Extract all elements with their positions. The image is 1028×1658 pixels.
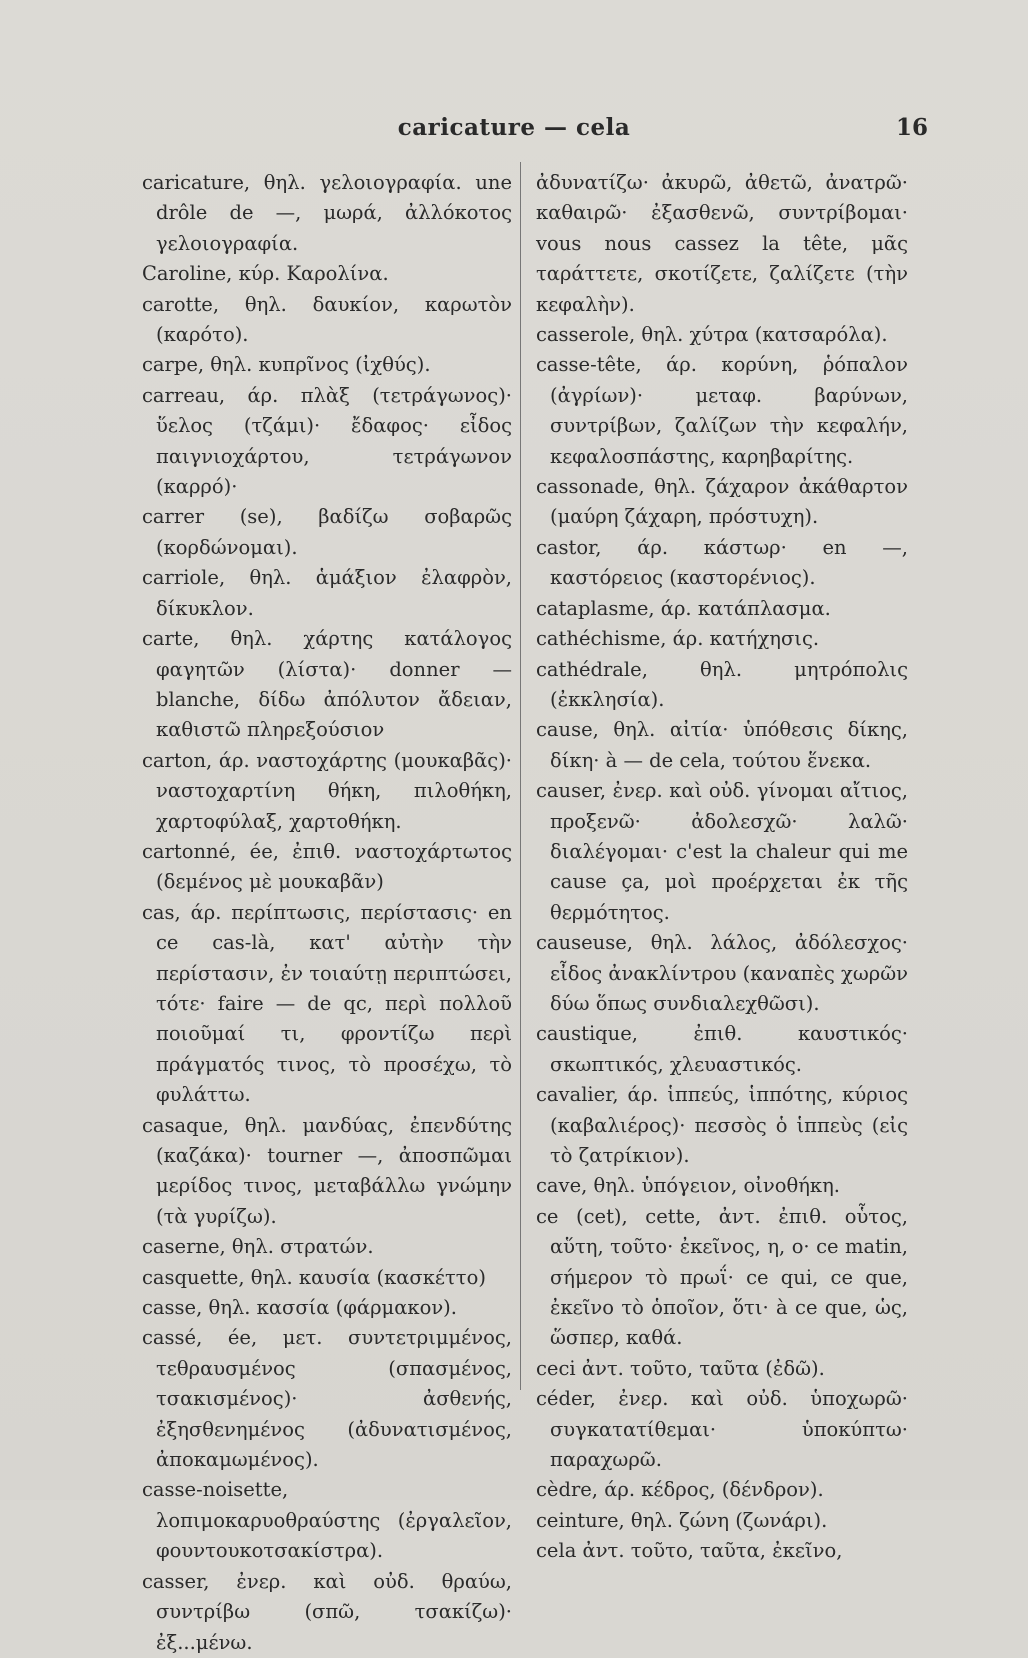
entry-caustique: caustique, ἐπιθ. καυστικός· σκωπτικός, χλευαστικός.: [536, 1022, 908, 1076]
entry-cassonade: cassonade, θηλ. ζάχαρον ἀκάθαρτον (μαύρη ζάχαρη, πρόστυχη).: [536, 475, 908, 529]
entry-carreau: carreau, άρ. πλὰξ (τετράγωνος)· ὕελος (τζάμι)· ἔδαφος· εἶδος παιγνιοχάρτου, τετράγωνον (καρρό)·: [142, 383, 512, 499]
entry-casse: casse, θηλ. κασσία (φάρμακον).: [142, 1296, 457, 1320]
running-title: caricature — cela: [397, 114, 631, 141]
entry-ce: ce (cet), cette, ἀντ. ἐπιθ. οὗτος, αὕτη, τοῦτο· ἐκεῖνος, η, ο· ce matin, σήμερον τὸ πρωΐ· ce qui, ce que, ἐκεῖνο τὸ ὁποῖον, ὅτι· à ce que, ὡς, ὥσπερ, καθά.: [536, 1204, 908, 1350]
entry-cartonne: cartonné, ée, ἐπιθ. ναστοχάρτωτος (δεμένος μὲ μουκαβᾶν): [142, 839, 512, 894]
entry-casquette: casquette, θηλ. καυσία (κασκέττο): [142, 1265, 486, 1289]
entry-casserole: casserole, θηλ. χύτρα (κατσαρόλα).: [536, 323, 888, 347]
entry-causeuse: causeuse, θηλ. λάλος, ἀδόλεσχος· εἶδος ἀνακλίντρου (καναπὲς χωρῶν δύω ὅπως συνδιαλεχθῶσι).: [536, 931, 908, 1015]
entry-ceder: céder, ἐνερ. καὶ οὐδ. ὑποχωρῶ· συγκατατίθεμαι· ὑποκύπτω· παραχωρῶ.: [536, 1387, 908, 1472]
entry-catechisme: cathéchisme, άρ. κατήχησις.: [536, 627, 820, 651]
entry-caserne: caserne, θηλ. στρατών.: [142, 1235, 374, 1259]
page-header: [0, 110, 1028, 150]
entry-cavalier: cavalier, άρ. ἱππεύς, ἱππότης, κύριος (καβαλιέρος)· πεσσὸς ὁ ἱππεὺς (εἰς τὸ ζατρίκιον).: [536, 1083, 908, 1167]
entry-cataplasme: cataplasme, άρ. κατάπλασμα.: [536, 596, 831, 620]
entry-caroline: Caroline, κύρ. Καρολίνα.: [142, 262, 389, 286]
entry-carton: carton, άρ. ναστοχάρτης (μουκαβᾶς)· ναστοχαρτίνη θήκη, πιλοθήκη, χαρτοφύλαξ, χαρτοθήκη.: [142, 748, 512, 833]
entry-casse-noisette: casse-noisette, λοπιμοκαρυοθραύστης (ἐργαλεῖον, φουντουκοτσακίστρα).: [142, 1478, 512, 1563]
entry-caricature: caricature, θηλ. γελοιογραφία. une drôle de —, μωρά, ἀλλόκοτος γελοιογραφία.: [142, 171, 512, 255]
entry-casaque: casaque, θηλ. μανδύας, ἐπενδύτης (καζάκα)· tourner —, ἀποσπῶμαι μερίδος τινος, μεταβάλλω γνώμην (τὰ γυρίζω).: [142, 1113, 512, 1228]
entry-carte: carte, θηλ. χάρτης κατάλογος φαγητῶν (λίστα)· donner — blanche, δίδω ἀπόλυτον ἄδειαν, καθιστῶ πληρεξούσιον: [142, 627, 512, 742]
entry-cela: cela ἀντ. τοῦτο, ταῦτα, ἐκεῖνο,: [536, 1539, 843, 1563]
entry-casse-adj: cassé, ée, μετ. συντετριμμένος, τεθραυσμένος (σπασμένος, τσακισμένος)· ἀσθενής, ἐξησθενημένος (ἀδυνατισμένος, ἀποκαμωμένος).: [142, 1326, 512, 1472]
entry-casse-tete: casse-tête, άρ. κορύνη, ῥόπαλον (ἀγρίων)· μεταφ. βαρύνων, συντρίβων, ζαλίζων τὴν κεφαλήν, κεφαλοσπάστης, καρηβαρίτης.: [536, 353, 908, 468]
entry-cave: cave, θηλ. ὑπόγειον, οἰνοθήκη.: [536, 1174, 840, 1198]
entry-carotte: carotte, θηλ. δαυκίον, καρωτὸν (καρότο).: [142, 292, 512, 347]
entry-ceinture: ceinture, θηλ. ζώνη (ζωνάρι).: [536, 1508, 828, 1532]
right-column: [536, 168, 908, 1567]
entry-carriole: carriole, θηλ. ἁμάξιον ἐλαφρὸν, δίκυκλον.: [142, 566, 512, 620]
entry-causer: causer, ἐνερ. καὶ οὐδ. γίνομαι αἴτιος, προξενῶ· ἀδολεσχῶ· λαλῶ· διαλέγομαι· c'est la chaleur qui me cause ça, μοὶ προέρχεται ἐκ τῆς θερμότητος.: [536, 779, 908, 924]
entry-castor: castor, άρ. κάστωρ· en —, καστόρειος (καστορένιος).: [536, 535, 908, 590]
entry-carrer: carrer (se), βαδίζω σοβαρῶς (κορδώνομαι).: [142, 505, 512, 559]
entry-cedre: cèdre, άρ. κέδρος, (δένδρον).: [536, 1478, 824, 1502]
entry-cathedrale: cathédrale, θηλ. μητρόπολις (ἐκκλησία).: [536, 657, 908, 711]
entry-cause: cause, θηλ. αἰτία· ὑπόθεσις δίκης, δίκη· à — de cela, τούτου ἕνεκα.: [536, 718, 908, 772]
entry-cas: cas, άρ. περίπτωσις, περίστασις· en ce cas-là, κατ' αὐτὴν τὴν περίστασιν, ἐν τοιαύτῃ περιπτώσει, τότε· faire — de qc, περὶ πολλοῦ ποιοῦμαί τι, φροντίζω περὶ πράγματός τινος, τὸ προσέχω, τὸ φυλάττω.: [142, 900, 512, 1107]
entry-carpe: carpe, θηλ. κυπρῖνος (ἰχθύς).: [142, 353, 431, 377]
page-number: 16: [895, 114, 928, 141]
left-column: [142, 168, 512, 1658]
column-divider: [520, 162, 521, 1390]
entry-ceci: ceci ἀντ. τοῦτο, ταῦτα (ἐδῶ).: [536, 1356, 825, 1380]
entry-casser: casser, ἐνερ. καὶ οὐδ. θραύω, συντρίβω (σπῶ, τσακίζω)· ἐξ...μένω.: [142, 1569, 512, 1654]
entry-casser-continued: ἀδυνατίζω· ἀκυρῶ, ἀθετῶ, ἀνατρῶ· καθαιρῶ· ἐξασθενῶ, συντρίβομαι· vous nous cassez la tête, μᾶς ταράττετε, σκοτίζετε, ζαλίζετε (τὴν κεφαλὴν).: [536, 171, 908, 316]
